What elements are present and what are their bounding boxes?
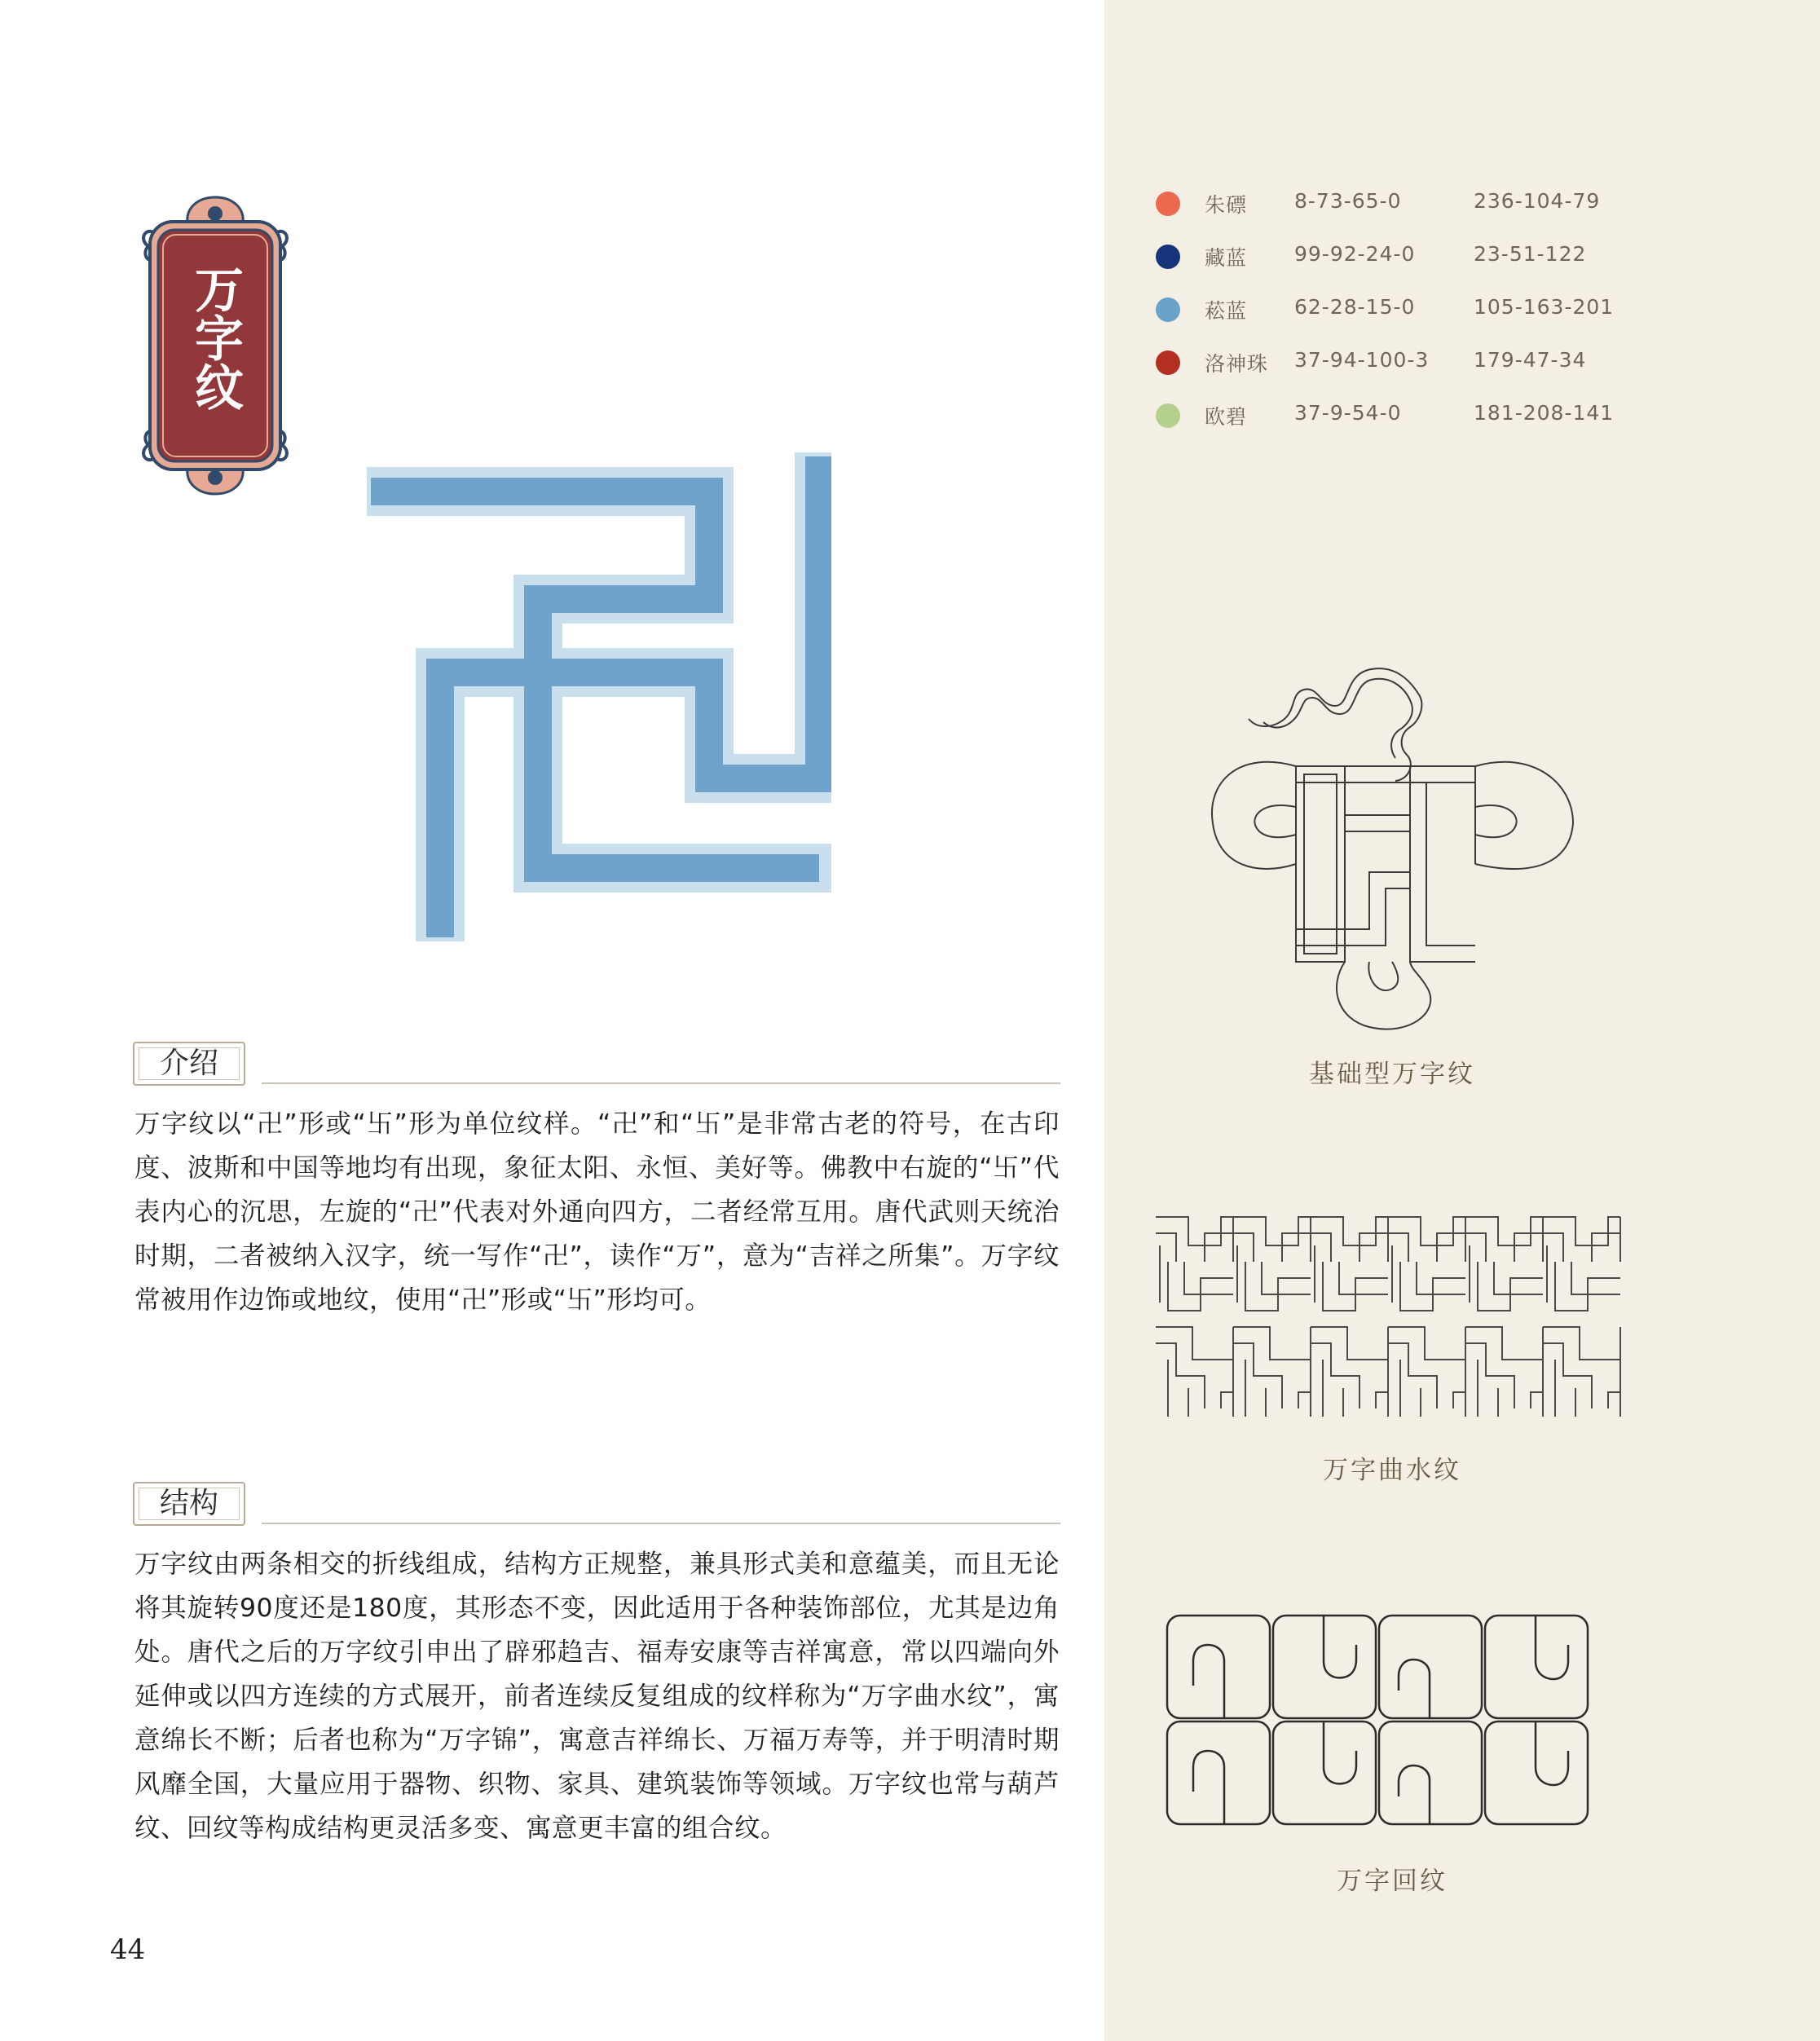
- swatch-name: 洛神珠: [1205, 352, 1269, 376]
- title-plaque: [139, 194, 292, 497]
- caption-basic-wan: 基础型万字纹: [1309, 1060, 1475, 1089]
- basic-wan-knot-icon: [1206, 660, 1581, 1035]
- page-number: 44: [110, 1933, 146, 1966]
- intro-header: [133, 1042, 1060, 1091]
- swatch-rgb: 23-51-122: [1474, 242, 1587, 266]
- swatch-rgb: 179-47-34: [1474, 348, 1587, 372]
- wan-meander-figure: [1156, 1213, 1628, 1421]
- swatch-name: 朱磦: [1205, 193, 1248, 217]
- wan-fret-spiral-icon: [1164, 1612, 1620, 1832]
- main-wan-pattern: [367, 452, 831, 941]
- swatch-cmyk: 62-28-15-0: [1294, 295, 1416, 319]
- swatch-name: 菘蓝: [1205, 299, 1248, 323]
- swatch-rgb: 236-104-79: [1474, 189, 1601, 213]
- wan-fret-figure: [1164, 1612, 1620, 1832]
- swatch-rgb: 105-163-201: [1474, 295, 1615, 319]
- swatch-cmyk: 99-92-24-0: [1294, 242, 1416, 266]
- swatch-dot: [1156, 403, 1180, 428]
- intro-divider: [262, 1082, 1060, 1084]
- caption-wan-fret: 万字回纹: [1337, 1867, 1448, 1896]
- structure-divider: [262, 1523, 1060, 1524]
- swatch-cmyk: 8-73-65-0: [1294, 189, 1402, 213]
- swatch-name: 欧碧: [1205, 405, 1248, 429]
- swatch-row: [1156, 290, 1645, 343]
- swatch-row: [1156, 184, 1645, 237]
- structure-heading: 结构: [159, 1487, 218, 1520]
- structure-paragraph: 万字纹由两条相交的折线组成，结构方正规整，兼具形式美和意蕴美，而且无论将其旋转90度还是180度，其形态不变，因此适用于各种装饰部位，尤其是边角处。唐代之后的万字纹引申出了辟邪趋吉、福寿安康等吉祥寓意，常以四端向外延伸或以四方连续的方式展开，前者连续反复组成的纹样称为“万字曲水纹”，寓意绵长不断；后者也称为“万字锦”，寓意吉祥绵长、万福万寿等，并于明清时期风靡全国，大量应用于器物、织物、家具、建筑装饰等领域。万字纹也常与葫芦纹、回纹等构成结构更灵活多变、寓意更丰富的组合纹。: [134, 1549, 1060, 1843]
- wan-meander-icon: [1156, 1213, 1628, 1421]
- swatch-cmyk: 37-94-100-3: [1294, 348, 1430, 372]
- swatch-dot: [1156, 298, 1180, 322]
- swatch-row: [1156, 396, 1645, 449]
- wan-pattern-icon: [367, 452, 831, 941]
- intro-heading: 介绍: [159, 1047, 218, 1080]
- swatch-dot: [1156, 245, 1180, 269]
- swatch-dot: [1156, 192, 1180, 216]
- swatch-name: 藏蓝: [1205, 246, 1248, 270]
- swatch-dot: [1156, 350, 1180, 375]
- basic-wan-figure: [1206, 660, 1581, 1035]
- swatch-row: [1156, 237, 1645, 290]
- caption-wan-meander: 万字曲水纹: [1323, 1456, 1461, 1485]
- swatch-rgb: 181-208-141: [1474, 401, 1615, 425]
- structure-header: [133, 1482, 1060, 1531]
- swatch-cmyk: 37-9-54-0: [1294, 401, 1402, 425]
- swatch-row: [1156, 343, 1645, 396]
- page-title: 万字纹: [187, 264, 244, 411]
- color-palette: [1156, 184, 1645, 449]
- intro-paragraph: 万字纹以“卍”形或“卐”形为单位纹样。“卍”和“卐”是非常古老的符号，在古印度、波斯和中国等地均有出现，象征太阳、永恒、美好等。佛教中右旋的“卐”代表内心的沉思，左旋的“卍”代表对外通向四方，二者经常互用。唐代武则天统治时期，二者被纳入汉字，统一写作“卍”，读作“万”，意为“吉祥之所集”。万字纹常被用作边饰或地纹，使用“卍”形或“卐”形均可。: [134, 1109, 1060, 1315]
